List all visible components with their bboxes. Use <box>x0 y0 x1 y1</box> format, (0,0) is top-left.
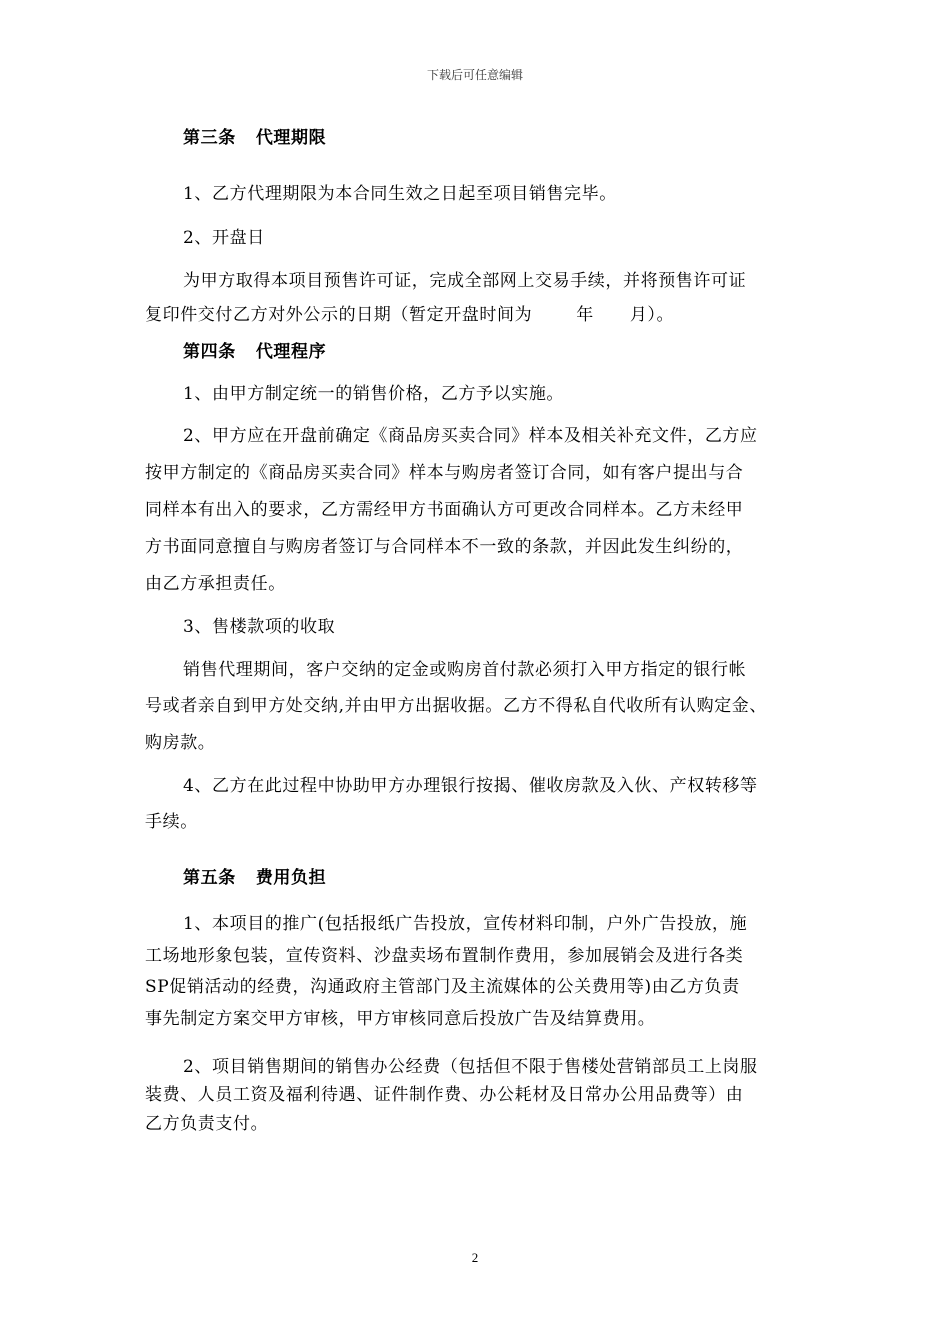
section-4-paragraph-1: 1、由甲方制定统一的销售价格，乙方予以实施。 <box>183 384 565 404</box>
section-4-paragraph-2-line-4: 方书面同意擅自与购房者签订与合同样本不一致的条款，并因此发生纠纷的， <box>145 537 744 557</box>
opening-month-label: 月）。 <box>629 305 675 325</box>
section-5-paragraph-1-line-2: 工场地形象包装，宣传资料、沙盘卖场布置制作费用，参加展销会及进行各类 <box>145 946 744 966</box>
opening-date-text: 复印件交付乙方对外公示的日期（暂定开盘时间为 <box>145 305 533 325</box>
section-4-paragraph-2-line-5: 由乙方承担责任。 <box>145 574 286 594</box>
section-3-heading <box>183 128 326 148</box>
opening-year-label: 年 <box>576 305 594 325</box>
section-4-paragraph-2-line-2: 按甲方制定的《商品房买卖合同》样本与购房者签订合同，如有客户提出与合 <box>145 463 744 483</box>
section-4-paragraph-4-line-3: 购房款。 <box>145 733 216 753</box>
section-4-paragraph-2-line-3: 同样本有出入的要求，乙方需经甲方书面确认方可更改合同样本。乙方未经甲 <box>145 500 744 520</box>
section-4-heading <box>183 342 326 362</box>
section-5-paragraph-1-line-3: SP促销活动的经费，沟通政府主管部门及主流媒体的公关费用等)由乙方负责 <box>145 977 740 997</box>
section-3-paragraph-3-line-1: 为甲方取得本项目预售许可证，完成全部网上交易手续，并将预售许可证 <box>183 271 747 291</box>
section-5-title: 费用负担 <box>255 868 327 888</box>
header-note: 下载后可任意编辑 <box>426 68 523 82</box>
section-4-paragraph-3: 3、售楼款项的收取 <box>183 617 336 637</box>
section-4-title: 代理程序 <box>255 342 327 362</box>
section-4-paragraph-4-line-1: 销售代理期间，客户交纳的定金或购房首付款必须打入甲方指定的银行帐 <box>183 660 747 680</box>
section-5-number: 第五条 <box>183 868 236 888</box>
section-5-paragraph-2-line-2: 装费、人员工资及福利待遇、证件制作费、办公耗材及日常办公用品费等）由 <box>145 1085 744 1105</box>
section-4-paragraph-5-line-1: 4、乙方在此过程中协助甲方办理银行按揭、催收房款及入伙、产权转移等 <box>183 776 758 796</box>
section-3-number: 第三条 <box>183 128 236 148</box>
section-3-paragraph-3-line-2 <box>145 305 674 325</box>
section-5-paragraph-1-line-1: 1、本项目的推广(包括报纸广告投放，宣传材料印制，户外广告投放，施 <box>183 914 748 934</box>
page-number: 2 <box>471 1250 479 1265</box>
section-4-paragraph-2-line-1: 2、甲方应在开盘前确定《商品房买卖合同》样本及相关补充文件，乙方应 <box>183 426 758 446</box>
section-5-paragraph-2-line-1: 2、项目销售期间的销售办公经费（包括但不限于售楼处营销部员工上岗服 <box>183 1057 758 1077</box>
section-5-paragraph-2-line-3: 乙方负责支付。 <box>145 1114 269 1134</box>
section-4-number: 第四条 <box>183 342 236 362</box>
section-4-paragraph-4-line-2: 号或者亲自到甲方处交纳,并由甲方出据收据。乙方不得私自代收所有认购定金、 <box>145 696 768 716</box>
section-3-paragraph-2: 2、开盘日 <box>183 228 265 248</box>
section-5-heading <box>183 868 326 888</box>
section-3-title: 代理期限 <box>255 128 327 148</box>
section-5-paragraph-1-line-4: 事先制定方案交甲方审核，甲方审核同意后投放广告及结算费用。 <box>145 1009 656 1029</box>
section-4-paragraph-5-line-2: 手续。 <box>145 812 198 832</box>
section-3-paragraph-1: 1、乙方代理期限为本合同生效之日起至项目销售完毕。 <box>183 184 617 204</box>
